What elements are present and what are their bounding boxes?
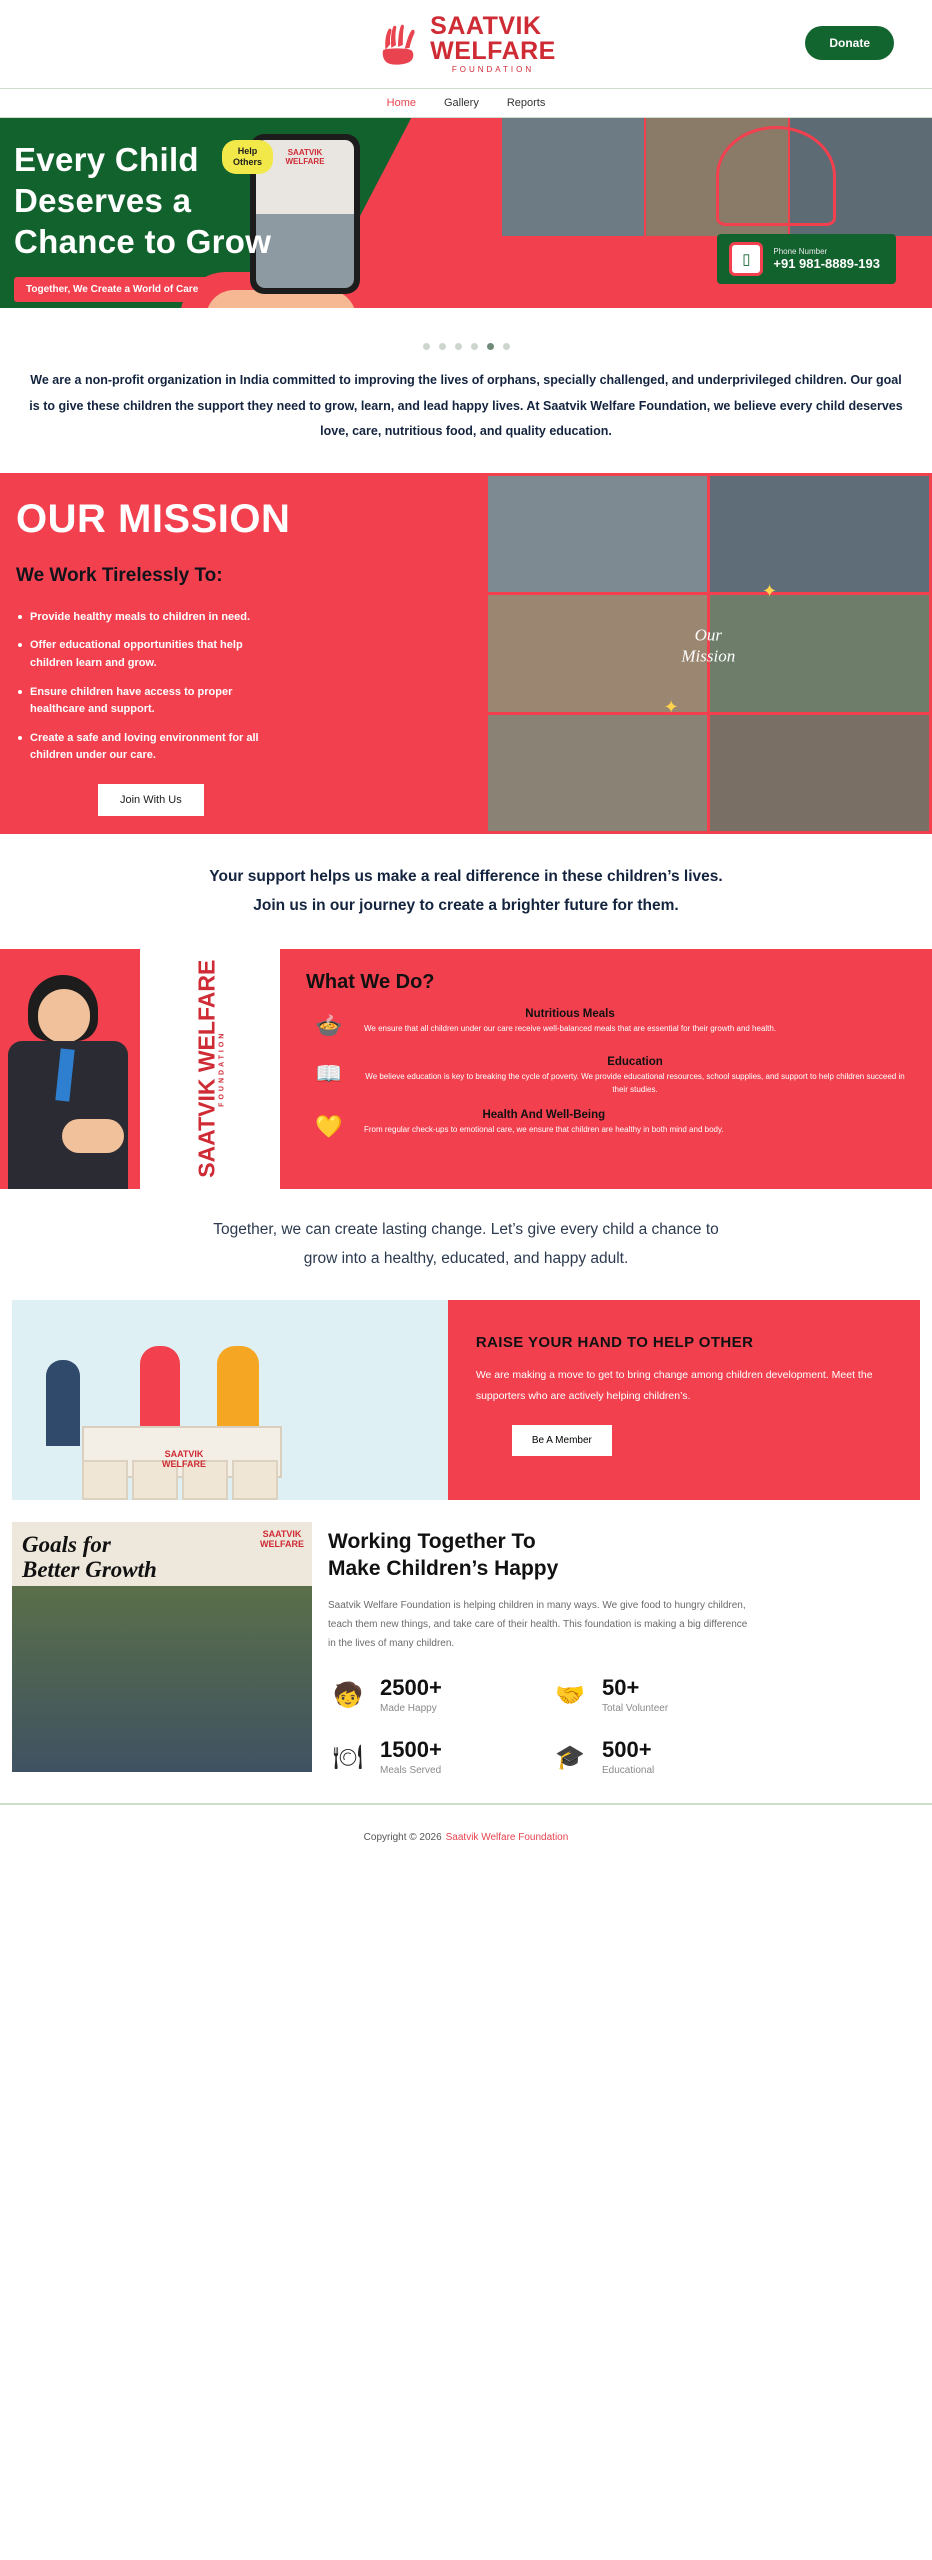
list-item: Ensure children have access to proper healthcare and support.	[16, 684, 286, 719]
hero-photo-1	[502, 118, 644, 236]
table-banner-logo	[162, 1450, 206, 1470]
support-line-2: Join us in our journey to create a brighter future for them.	[253, 897, 679, 915]
stat-label: Meals Served	[380, 1764, 442, 1776]
list-item: Create a safe and loving environment for all children under our care.	[16, 730, 286, 765]
working-title-line2: Make Children’s Happy	[328, 1557, 559, 1581]
together-line-2: grow into a healthy, educated, and happy adult.	[303, 1250, 629, 1268]
stat-value: 50+	[602, 1674, 640, 1700]
donate-button[interactable]: Donate	[805, 26, 894, 60]
stat-value: 2500+	[380, 1674, 442, 1700]
support-line-1: Your support helps us make a real difference in these children’s lives.	[209, 868, 723, 886]
carousel-dot-4[interactable]	[471, 343, 478, 350]
mission-photo-1	[488, 476, 707, 592]
together-line-1: Together, we can create lasting change. Let’s give every child a chance to	[213, 1220, 719, 1238]
board-logo-line2: WELFARE	[193, 959, 220, 1073]
hero-tagline: Together, We Create a World of Care	[14, 277, 210, 302]
mission-list	[16, 609, 465, 765]
working-title-line1: Working Together To	[328, 1529, 536, 1553]
helping-hands-logo-icon	[376, 21, 422, 67]
working-together-section	[12, 1522, 920, 1778]
mission-photo-3	[488, 595, 707, 711]
board-logo-sub: FOUNDATION	[218, 1030, 226, 1107]
help-badge-line2: Others	[233, 156, 263, 167]
phone-logo-line2: WELFARE	[285, 157, 325, 167]
mission-text-block	[0, 473, 485, 834]
mission-caption-line2: Mission	[681, 646, 736, 666]
carousel-dot-3[interactable]	[455, 343, 462, 350]
carousel-dot-1[interactable]	[423, 343, 430, 350]
graduation-hand-icon: 🎓	[555, 1743, 585, 1771]
phone-number-label: Phone Number	[773, 247, 828, 256]
sparkle-icon: ✦	[761, 581, 778, 602]
statistics-grid	[328, 1675, 758, 1777]
mission-photo-2	[710, 476, 929, 592]
raise-hand-section	[12, 1300, 920, 1500]
goals-title-line1: Goals for	[22, 1531, 111, 1557]
list-item	[306, 1109, 906, 1145]
volunteer-2	[217, 1346, 259, 1426]
board-logo-text	[194, 960, 225, 1178]
goals-image-card	[12, 1522, 312, 1772]
site-logo[interactable]	[376, 14, 556, 74]
mission-caption-line1: Our	[694, 625, 722, 645]
stat-meals-served	[328, 1737, 536, 1777]
carousel-dot-6[interactable]	[503, 343, 510, 350]
logo-title-2: WELFARE	[430, 37, 556, 65]
open-book-icon: 📖	[315, 1060, 343, 1086]
support-message-section	[0, 834, 932, 949]
hero-text-block	[14, 140, 334, 302]
stat-educational	[550, 1737, 758, 1777]
hero-phone-contact[interactable]	[717, 234, 896, 284]
meal-plate-icon: 🍽	[332, 1743, 364, 1771]
logo-board	[140, 949, 280, 1189]
table-logo-line2: WELFARE	[162, 1458, 206, 1469]
carousel-dot-5[interactable]	[487, 343, 494, 350]
stat-value: 500+	[602, 1736, 652, 1762]
raise-hand-title: RAISE YOUR HAND TO HELP OTHER	[475, 1333, 754, 1351]
hero-banner	[0, 118, 932, 308]
service-desc: From regular check-ups to emotional care, we ensure that children are healthy in both mind and body.	[364, 1124, 724, 1134]
carousel-dot-2[interactable]	[439, 343, 446, 350]
what-we-do-title: What We Do?	[306, 970, 435, 993]
table-logo-line1: SAATVIK	[164, 1449, 204, 1459]
stat-label: Made Happy	[380, 1702, 437, 1714]
goals-image-title	[22, 1532, 157, 1583]
mobile-phone-icon: ▯	[729, 242, 763, 276]
working-together-content	[328, 1522, 920, 1778]
main-navigation	[0, 88, 932, 118]
stat-label: Total Volunteer	[602, 1702, 669, 1714]
person-receiving	[46, 1360, 80, 1446]
hero-heading-line2: Deserves a	[14, 181, 192, 219]
list-item	[306, 1008, 906, 1044]
happy-child-icon: 🧒	[333, 1681, 363, 1709]
goals-card-logo	[260, 1530, 304, 1550]
intro-paragraph: We are a non-profit organization in India committed to improving the lives of orphans, specially challenged, and underprivileged children. Our goal is to give these children the support they need to grow, learn, and lead happy lives. At Saatvik Welfare Foundation, we believe every child deserves love, care, nutritious food, and quality education.	[29, 373, 903, 439]
what-we-do-section	[0, 949, 932, 1189]
working-title	[328, 1528, 920, 1583]
list-item: Provide healthy meals to children in need.	[16, 609, 286, 627]
nav-item-reports[interactable]: Reports	[506, 97, 546, 109]
service-title: Nutritious Meals	[525, 1007, 615, 1020]
mission-title: OUR MISSION	[16, 496, 291, 541]
mission-overlay-caption	[681, 626, 735, 667]
raise-hand-desc: We are making a move to get to bring change among children development. Meet the supporters who are actively helping children’s.	[475, 1368, 873, 1402]
goals-photo	[12, 1586, 312, 1772]
mascot-face	[38, 989, 90, 1043]
heart-outline-icon	[716, 126, 836, 226]
phone-number-value: +91 981-8889-193	[773, 256, 880, 271]
mission-section	[0, 473, 932, 834]
sparkle-icon: ✦	[663, 696, 679, 717]
join-with-us-button[interactable]: Join With Us	[98, 784, 204, 816]
hero-heading-line3: Chance to Grow	[14, 222, 272, 260]
service-desc: We believe education is key to breaking the cycle of poverty. We provide educational resources, school supplies, and support to help children succeed in their studies.	[365, 1071, 905, 1094]
list-item: Offer educational opportunities that help children learn and grow.	[16, 637, 286, 672]
supply-box-1	[82, 1460, 128, 1500]
phone-logo-line1: SAATVIK	[287, 148, 323, 157]
service-title: Education	[607, 1055, 663, 1068]
hero-heading-line1: Every Child	[14, 141, 199, 178]
logo-title: SAATVIK	[430, 12, 542, 40]
supply-box-4	[232, 1460, 278, 1500]
board-logo-line1: SAATVIK	[193, 1078, 220, 1178]
nav-item-home[interactable]: Home	[386, 97, 416, 109]
goals-title-line2: Better Growth	[22, 1557, 157, 1583]
help-others-badge	[222, 140, 273, 174]
site-header	[0, 0, 932, 88]
mascot-pointing-hand	[62, 1119, 124, 1153]
help-badge-line1: Help	[237, 146, 258, 156]
site-footer	[0, 1803, 932, 1869]
together-message-section	[0, 1189, 932, 1300]
volunteers-illustration	[12, 1300, 448, 1500]
volunteer-1	[140, 1346, 180, 1426]
service-title: Health And Well-Being	[482, 1108, 606, 1121]
nav-item-gallery[interactable]: Gallery	[443, 97, 479, 109]
heart-hand-icon: 💛	[315, 1113, 343, 1139]
working-description: Saatvik Welfare Foundation is helping children in many ways. We give food to hungry children, teach them new things, and take care of their health. This foundation is making a big difference in the lives of many children.	[328, 1600, 748, 1650]
carousel-dots-row	[0, 308, 932, 332]
footer-brand[interactable]: Saatvik Welfare Foundation	[445, 1831, 569, 1843]
service-desc: We ensure that all children under our care receive well-balanced meals that are essential for their growth and health.	[364, 1023, 777, 1033]
intro-section	[0, 332, 932, 473]
mission-photo-collage	[485, 473, 932, 834]
mascot-illustration	[0, 949, 140, 1189]
mission-photo-6	[710, 715, 929, 831]
meal-bowl-icon: 🍲	[315, 1012, 343, 1038]
be-a-member-button[interactable]: Be A Member	[512, 1425, 612, 1456]
stat-label: Educational	[602, 1764, 655, 1776]
goals-logo-line1: SAATVIK	[262, 1528, 302, 1539]
what-we-do-content	[280, 949, 932, 1189]
mission-subtitle: We Work Tirelessly To:	[16, 564, 223, 586]
list-item	[306, 1056, 906, 1097]
logo-subtitle: FOUNDATION	[451, 65, 535, 74]
stat-total-volunteer	[550, 1675, 758, 1715]
mission-photo-5	[488, 715, 707, 831]
mission-photo-4	[710, 595, 929, 711]
stat-value: 1500+	[380, 1736, 442, 1762]
footer-copyright: Copyright © 2026	[363, 1831, 442, 1843]
stat-made-happy	[328, 1675, 536, 1715]
logo-text	[430, 14, 556, 74]
volunteer-icon: 🤝	[555, 1681, 585, 1709]
raise-hand-content	[448, 1300, 920, 1500]
goals-logo-line2: WELFARE	[260, 1538, 304, 1549]
